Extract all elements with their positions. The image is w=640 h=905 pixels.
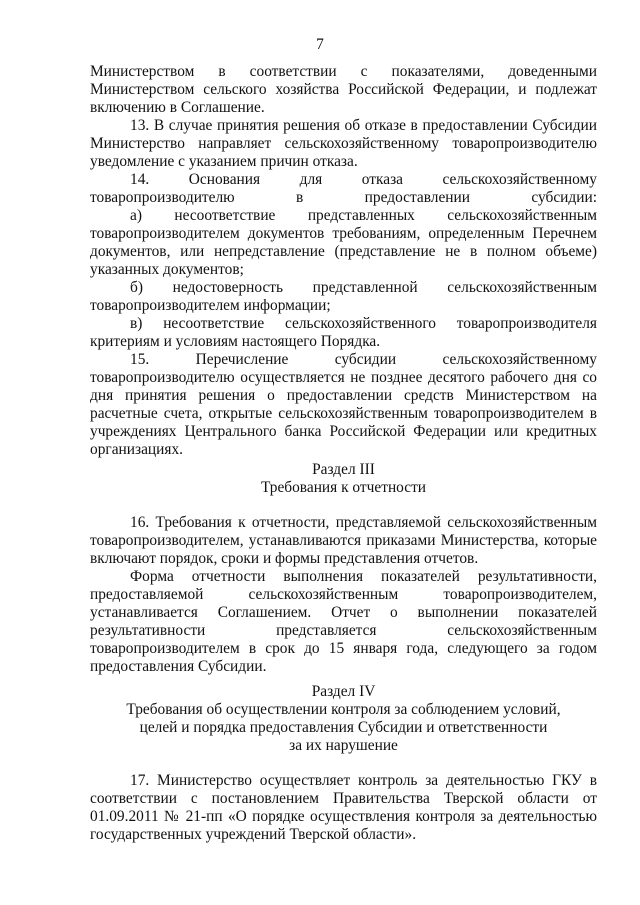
paragraph-15: 15. Перечисление субсидии сельскохозяйственному товаропроизводителю осуществляется не позднее десятого рабочего дня со дня принятия решения о предоставлении средств Министерством на расчетные счета, открытые сельскохозяйственным товаропроизводителем в учреждениях Центрального банка Российской Федерации или кредитных организациях. [90, 351, 597, 458]
paragraph-14-v: в) несоответствие сельскохозяйственного товаропроизводителя критериям и условиям настоящего Порядка. [90, 315, 597, 350]
paragraph-14-b: б) недостоверность представленной сельскохозяйственным товаропроизводителем информации; [90, 279, 597, 314]
paragraphs-17 [90, 772, 597, 844]
paragraph-16: 16. Требования к отчетности, представляемой сельскохозяйственным товаропроизводителем, устанавливаются приказами Министерства, которые включают порядок, сроки и формы представления отчетов. [90, 514, 597, 567]
section-4-heading [90, 683, 597, 755]
section-3-heading [90, 461, 597, 497]
paragraph-13: 13. В случае принятия решения об отказе в предоставлении Субсидии Министерство направляет сельскохозяйственному товаропроизводителю уведомление с указанием причин отказа. [90, 117, 597, 170]
paragraph-17: 17. Министерство осуществляет контроль за деятельностью ГКУ в соответствии с постановлением Правительства Тверской области от 01.09.2011 № 21-пп «О порядке осуществления контроля за деятельностью государственных учреждений Тверской области». [90, 772, 597, 843]
section-4-title-line-3: за их нарушение [289, 737, 398, 754]
paragraph-12-continuation: Министерством в соответствии с показателями, доведенными Министерством сельского хозяйства Российской Федерации, и подлежат включению в Соглашение. [90, 63, 597, 116]
page-number: 7 [316, 36, 324, 53]
section-4-label: Раздел IV [311, 683, 376, 700]
section-4-title-line-2: целей и порядка предоставления Субсидии и ответственности [139, 719, 548, 736]
section-3-title: Требования к отчетности [260, 479, 427, 496]
paragraphs-12-15 [90, 63, 597, 459]
section-3-label: Раздел III [312, 461, 375, 478]
paragraph-14-a: а) несоответствие представленных сельскохозяйственным товаропроизводителем документов требованиям, определенным Перечнем документов, или непредставление (представление не в полном объеме) указанных документов; [90, 207, 597, 278]
paragraph-14: 14. Основания для отказа сельскохозяйственному товаропроизводителю в предоставлении субсидии: [90, 171, 597, 206]
paragraphs-16 [90, 514, 597, 676]
paragraph-16-report-form: Форма отчетности выполнения показателей результативности, предоставляемой сельскохозяйственным товаропроизводителем, устанавливается Соглашением. Отчет о выполнении показателей результативности представляется сельскохозяйственным товаропроизводителем в срок до 15 января года, следующего за годом предоставления Субсидии. [90, 568, 597, 675]
section-4-title-line-1: Требования об осуществлении контроля за соблюдением условий, [126, 701, 561, 718]
